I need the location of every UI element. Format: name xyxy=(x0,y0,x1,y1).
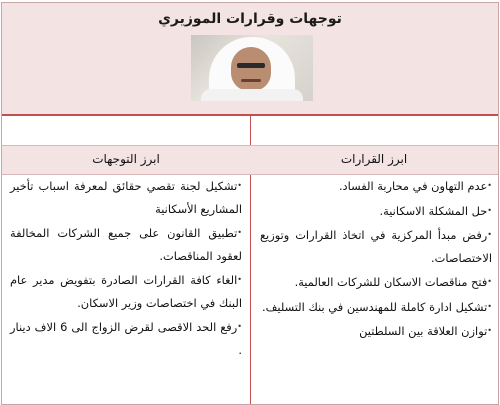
directions-heading: ابرز التوجهات xyxy=(92,152,160,166)
photo-mouth xyxy=(241,79,261,82)
article-card xyxy=(1,2,499,405)
photo-face xyxy=(231,47,271,91)
list-item: •رفض مبدأ المركزية في اتخاذ القرارات وتوزيع الاختصاصات. xyxy=(260,228,492,265)
decisions-list xyxy=(260,175,492,343)
list-item: •فتح مناقصات الاسكان للشركات العالمية. xyxy=(294,275,492,289)
bullet-icon: • xyxy=(487,326,492,335)
bullet-icon: • xyxy=(237,228,242,237)
bullet-icon: • xyxy=(237,275,242,284)
photo-robe xyxy=(201,89,303,101)
bullet-icon: • xyxy=(487,181,492,190)
photo-glasses xyxy=(237,63,265,68)
list-item: •تشكيل ادارة كاملة للمهندسين في بنك التسليف. xyxy=(261,299,492,314)
bullet-icon: • xyxy=(487,301,492,311)
portrait-photo xyxy=(191,35,313,101)
bullet-icon: • xyxy=(487,277,492,286)
bullet-icon: • xyxy=(237,322,242,331)
list-item: •توازن العلاقة بين السلطتين xyxy=(359,324,492,338)
list-item: •رفع الحد الاقصى لقرض الزواج الى 6 الاف دينار . xyxy=(10,320,242,357)
bullet-icon: • xyxy=(487,205,492,215)
list-item: •عدم التهاون في محاربة الفساد. xyxy=(338,179,492,193)
decisions-heading: ابرز القرارات xyxy=(340,152,408,166)
bullet-icon: • xyxy=(487,230,492,239)
directions-list xyxy=(10,175,242,361)
column-headers xyxy=(2,145,498,175)
list-item: •تشكيل لجنة تقصي حقائق لمعرفة اسباب تأخير المشاريع الأسكانية xyxy=(10,179,242,216)
page-title: توجهات وقرارات الموزيري xyxy=(158,11,342,27)
list-item: •الغاء كافة القرارات الصادرة بتفويض مدير عام البنك في اختصاصات وزير الاسكان. xyxy=(10,273,242,310)
list-item: •حل المشكلة الاسكانية. xyxy=(379,203,492,218)
header-panel xyxy=(2,3,498,116)
bullet-icon: • xyxy=(237,181,242,190)
list-item: •تطبيق القانون على جميع الشركات المخالفة لعقود المناقصات. xyxy=(10,226,242,263)
